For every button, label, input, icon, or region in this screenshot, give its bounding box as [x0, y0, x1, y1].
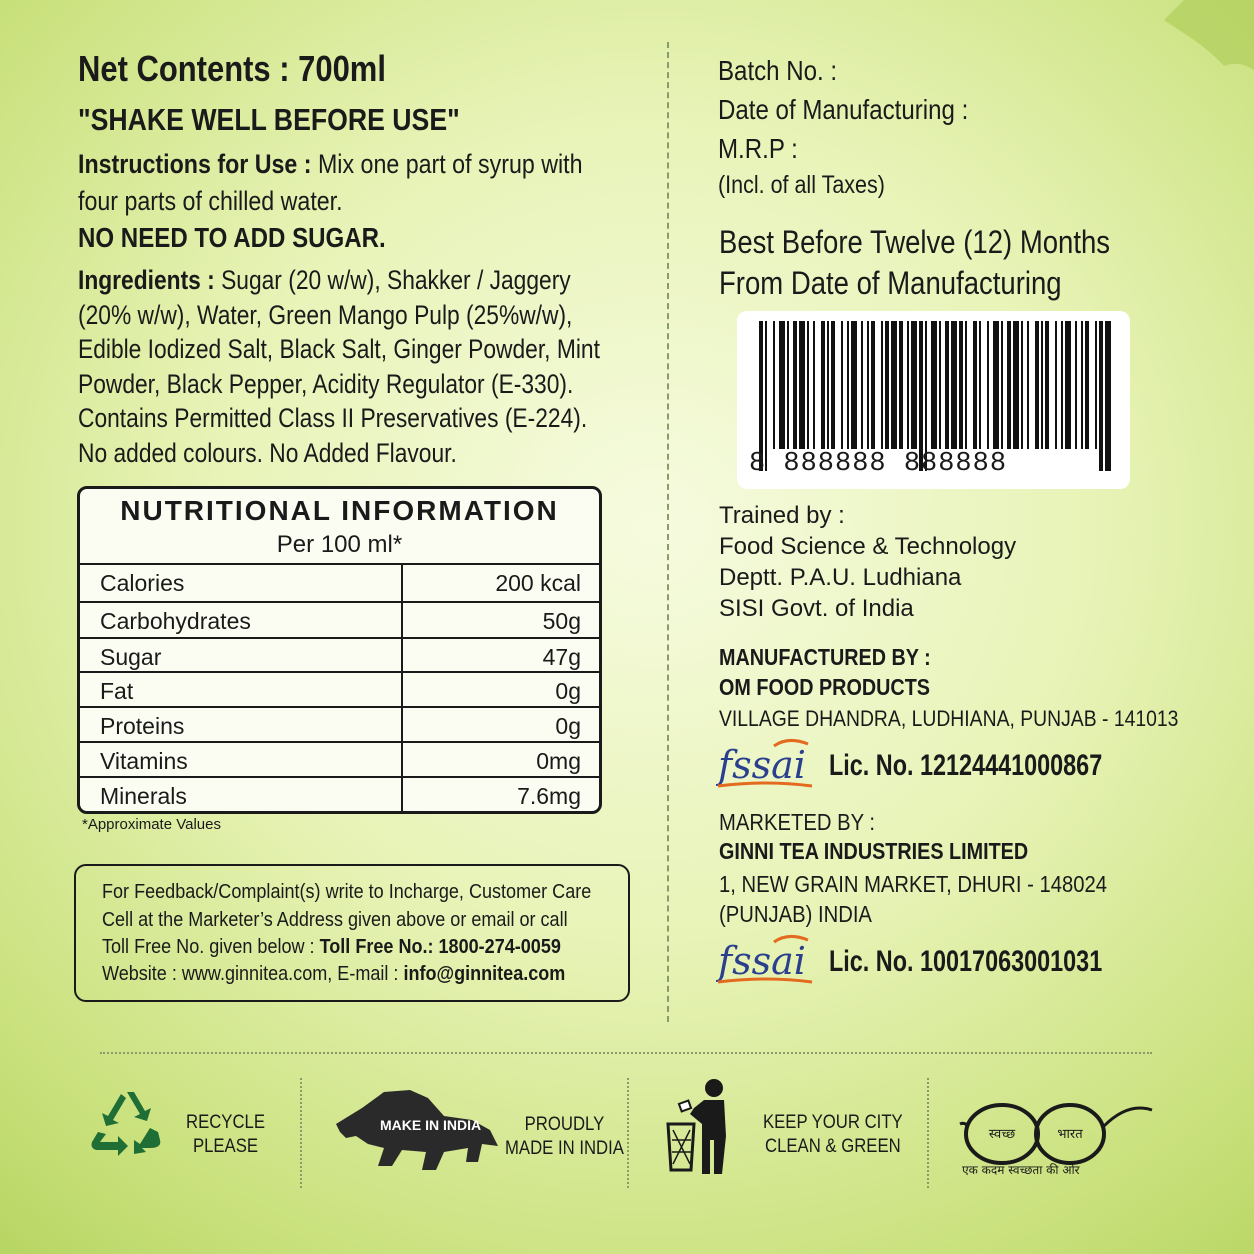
nutrient-value: 47g [542, 644, 581, 670]
barcode-bar [911, 321, 917, 449]
barcode-bar [959, 321, 963, 449]
barcode-group-1: 888888 [783, 449, 887, 479]
marketer-license: Lic. No. 10017063001031 [829, 945, 1103, 978]
clean-city-line: CLEAN & GREEN [765, 1136, 901, 1157]
marketer-address: 1, NEW GRAIN MARKET, DHURI - 148024 [719, 871, 1108, 897]
feedback-text: Toll Free No. given below : [102, 935, 320, 958]
barcode-bar [1041, 321, 1043, 449]
table-row [80, 565, 599, 603]
barcode-bar [1095, 321, 1097, 449]
table-row [80, 603, 599, 639]
barcode-bar [979, 321, 981, 449]
nutrition-rows [80, 563, 599, 814]
footer-separator [927, 1078, 929, 1188]
recycle-icon [88, 1088, 166, 1162]
trained-line: Deptt. P.A.U. Ludhiana [719, 564, 962, 591]
barcode-bar [1075, 321, 1077, 449]
instructions [78, 146, 611, 220]
nutrient-name: Carbohydrates [100, 608, 251, 634]
barcode-bar [1001, 321, 1003, 449]
barcode-bar [1027, 321, 1029, 449]
barcode-bar [827, 321, 829, 449]
nutrient-name: Proteins [100, 713, 185, 739]
barcode-bar [1055, 321, 1057, 449]
barcode-group-2: 888888 [903, 449, 1008, 479]
batch-number: Batch No. : [718, 55, 838, 86]
corner-leaf-decoration [1154, 0, 1254, 80]
swachh-text: स्वच्छ [988, 1127, 1016, 1142]
recycle-text [186, 1111, 265, 1159]
barcode-bar [945, 321, 949, 449]
barcode-bar [881, 321, 883, 449]
column-divider [401, 743, 403, 776]
nutrient-name: Minerals [100, 783, 187, 809]
manufacturer-name: OM FOOD PRODUCTS [719, 674, 930, 700]
instructions-label: Instructions for Use : [78, 149, 312, 179]
make-in-india-caption [505, 1113, 624, 1161]
barcode-bar [931, 321, 937, 449]
nutrient-value: 0g [555, 678, 581, 704]
marketer-name: GINNI TEA INDUSTRIES LIMITED [719, 838, 1029, 864]
ingredients [78, 263, 611, 470]
column-divider [401, 778, 403, 814]
make-in-india-text: MAKE IN INDIA [380, 1117, 482, 1133]
table-row [80, 743, 599, 778]
bharat-text: भारत [1057, 1127, 1083, 1142]
nutrient-value: 0g [555, 713, 581, 739]
column-divider [667, 42, 669, 1022]
nutrient-value: 200 kcal [495, 570, 581, 596]
footer-separator [300, 1078, 302, 1188]
net-contents: Net Contents : 700ml [78, 48, 386, 89]
litter-bin-icon [664, 1078, 744, 1176]
barcode-first-digit: 8 [749, 449, 767, 479]
barcode-bar [799, 321, 805, 449]
barcode-bar [907, 321, 909, 449]
mrp: M.R.P : [718, 133, 798, 164]
barcode-bar [787, 321, 789, 449]
barcode-bar [965, 321, 967, 449]
barcode-bar [993, 321, 999, 449]
nutrition-footnote: *Approximate Values [82, 816, 221, 833]
barcode-bar [899, 321, 903, 449]
best-before-from: From Date of Manufacturing [719, 265, 1062, 301]
trained-line: Food Science & Technology [719, 533, 1017, 560]
barcode-bar [793, 321, 797, 449]
barcode-bar [871, 321, 875, 449]
ingredients-text: Sugar (20 w/w), Shakker / Jaggery (20% w/w), Water, Green Mango Pulp (25%w/w), Edible Iodized Salt, Black Salt, Ginger Powder, Mint Powder, Black Pepper, Acidity Regulator (E-330). Contains Permitted Class II Preservatives (E-224). No added colours. No Added Flavour. [78, 265, 600, 468]
barcode-bar [951, 321, 957, 449]
nutrition-table [77, 486, 602, 814]
barcode-bar [1021, 321, 1023, 449]
barcode-bar [773, 321, 775, 449]
best-before: Best Before Twelve (12) Months [719, 224, 1111, 260]
table-row [80, 778, 599, 814]
contact-email: info@ginnitea.com [403, 962, 566, 985]
table-row [80, 639, 599, 673]
barcode-bar [1081, 321, 1083, 449]
fssai-logo-text: fssai [718, 939, 806, 983]
feedback-line [102, 962, 565, 986]
feedback-text: Website : www.ginnitea.com, E-mail : [102, 962, 404, 985]
table-row [80, 673, 599, 708]
shake-warning: "SHAKE WELL BEFORE USE" [78, 102, 460, 137]
barcode-bar [1007, 321, 1011, 449]
nutrient-name: Vitamins [100, 748, 188, 774]
gandhi-glasses-icon [958, 1096, 1158, 1182]
trained-line: SISI Govt. of India [719, 595, 914, 622]
marketer-label: MARKETED BY : [719, 809, 875, 835]
marketer-address: (PUNJAB) INDIA [719, 901, 872, 927]
feedback-line [102, 935, 561, 959]
manufacturer-address: VILLAGE DHANDRA, LUDHIANA, PUNJAB - 141013 [719, 706, 1179, 731]
barcode-bar [1105, 321, 1111, 471]
column-divider [401, 603, 403, 637]
column-divider [401, 639, 403, 671]
barcode-bar [1065, 321, 1071, 449]
manufacturer-label: MANUFACTURED BY : [719, 644, 931, 670]
nutrient-value: 50g [542, 608, 581, 634]
barcode-bar [1085, 321, 1089, 449]
fssai-logo-text: fssai [718, 743, 806, 787]
fssai-logo [716, 932, 816, 988]
nutrition-title: NUTRITIONAL INFORMATION [120, 495, 559, 526]
footer-separator [627, 1078, 629, 1188]
column-divider [401, 673, 403, 706]
instructions-text: Mix one part of syrup with four parts of chilled water. [78, 149, 583, 216]
feedback-line: For Feedback/Complaint(s) write to Incharge, Customer Care [102, 880, 592, 903]
feedback-line: Cell at the Marketer’s Address given above or email or call [102, 908, 568, 931]
clean-city-caption [763, 1111, 903, 1159]
nutrition-subtitle: Per 100 ml* [276, 531, 403, 558]
swachh-tagline: एक कदम स्वच्छता की ओर [962, 1163, 1080, 1177]
barcode-number [749, 449, 1007, 479]
barcode-bar [779, 321, 785, 449]
manufacturer-license: Lic. No. 12124441000867 [829, 749, 1103, 782]
barcode-bar [841, 321, 843, 449]
barcode-bar [1099, 321, 1103, 471]
make-in-india-line: PROUDLY [524, 1114, 605, 1135]
lion-icon [332, 1086, 502, 1174]
barcode-bar [1013, 321, 1019, 449]
barcode-bar [847, 321, 849, 449]
no-sugar-note: NO NEED TO ADD SUGAR. [78, 222, 386, 253]
recycle-line: PLEASE [192, 1136, 259, 1157]
barcode-bar [861, 321, 863, 449]
barcode-bar [939, 321, 941, 449]
manufacturing-date: Date of Manufacturing : [718, 94, 969, 125]
column-divider [401, 708, 403, 741]
fssai-logo [716, 736, 816, 792]
barcode-bar [973, 321, 977, 449]
barcode-bar [821, 321, 825, 449]
nutrient-name: Calories [100, 570, 185, 596]
barcode-bar [885, 321, 889, 449]
trained-label: Trained by : [719, 502, 845, 529]
make-in-india-line: MADE IN INDIA [505, 1138, 624, 1159]
toll-free-number: Toll Free No.: 1800-274-0059 [319, 935, 561, 958]
tax-note: (Incl. of all Taxes) [718, 171, 885, 199]
barcode-bar [1061, 321, 1063, 449]
barcode-bar [987, 321, 989, 449]
nutrient-name: Sugar [100, 644, 162, 670]
nutrient-value: 7.6mg [517, 783, 581, 809]
barcode-bar [851, 321, 857, 449]
barcode-bar [807, 321, 809, 449]
table-row [80, 708, 599, 743]
ingredients-label: Ingredients : [78, 265, 215, 295]
barcode-bar [867, 321, 869, 449]
feedback-box [74, 864, 630, 1002]
barcode-bar [831, 321, 835, 449]
barcode-bar [891, 321, 897, 449]
recycle-line: RECYCLE [186, 1112, 265, 1133]
barcode-bar [1045, 321, 1049, 449]
clean-city-line: KEEP YOUR CITY [763, 1112, 903, 1133]
column-divider [401, 565, 403, 601]
barcode [737, 311, 1130, 489]
barcode-bar [813, 321, 815, 449]
barcode-bar [1035, 321, 1039, 449]
nutrient-value: 0mg [536, 748, 581, 774]
nutrient-name: Fat [100, 678, 134, 704]
footer-divider [100, 1052, 1152, 1054]
